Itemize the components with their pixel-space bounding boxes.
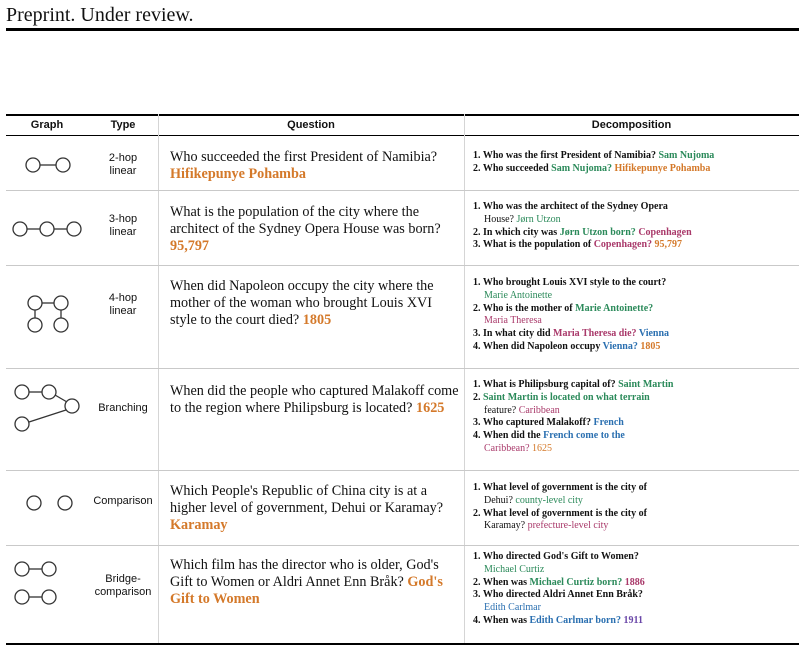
- col-divider-decomposition: [464, 114, 465, 643]
- step-segment: Caribbean?: [484, 442, 530, 454]
- preprint-header: Preprint. Under review.: [6, 4, 194, 26]
- step-segment: House?: [484, 213, 517, 225]
- step-segment: Copenhagen?: [593, 239, 653, 251]
- answer-text: 1625: [416, 400, 445, 416]
- header-bottom-rule: [6, 135, 799, 136]
- graph-bridge-comparison: [14, 558, 58, 608]
- decomposition-step: [473, 328, 795, 341]
- header-type: Type: [110, 119, 136, 131]
- decomposition-list: [473, 277, 795, 354]
- step-segment: Michael Curtiz: [484, 563, 545, 575]
- graph-comparison: [24, 494, 76, 512]
- row-rule: [6, 545, 799, 546]
- step-segment: Saint Martin: [618, 379, 674, 390]
- type-label: Branching: [98, 402, 148, 414]
- graph-4hop: [26, 292, 70, 336]
- decomposition-step: [473, 150, 795, 163]
- step-segment: 3. Who captured Malakoff?: [473, 417, 594, 429]
- step-segment: 1. Who was the architect of the Sydney Opera: [473, 201, 668, 212]
- graph-branching: [14, 382, 80, 434]
- question-text: When did the people who captured Malakoff come to the region where Philipsburg is located? 1625: [170, 383, 459, 416]
- decomposition-step: [473, 239, 795, 252]
- row-rule: [6, 190, 799, 191]
- header-graph: Graph: [30, 119, 64, 131]
- step-segment: Jørn Utzon: [516, 213, 561, 225]
- col-divider-question: [158, 114, 159, 643]
- decomposition-step-continuation: [473, 495, 795, 508]
- table-top-rule: [6, 114, 799, 116]
- step-segment: 2.: [473, 391, 483, 403]
- decomposition-list: [473, 379, 795, 456]
- step-segment: Michael Curtiz born?: [529, 576, 623, 588]
- step-segment: Jørn Utzon born?: [559, 226, 636, 238]
- step-segment: 2. In which city was: [473, 226, 560, 238]
- decomposition-step: [473, 577, 795, 590]
- step-segment: Marie Antoinette?: [575, 302, 654, 314]
- question-text: What is the population of the city where the architect of the Sydney Opera House was born? 95,797: [170, 204, 441, 254]
- step-segment: Sam Nujoma: [658, 150, 715, 161]
- decomposition-step: [473, 277, 795, 290]
- step-segment: feature?: [484, 404, 519, 416]
- header-question: Question: [287, 119, 335, 131]
- answer-text: 95,797: [170, 238, 210, 254]
- decomposition-list: [473, 150, 795, 176]
- step-segment: French come to the: [543, 430, 625, 442]
- step-segment: 4. When did the: [473, 430, 544, 442]
- decomposition-step-continuation: [473, 214, 795, 227]
- step-segment: 1. Who directed God's Gift to Women?: [473, 551, 639, 562]
- step-segment: 3. What is the population of: [473, 239, 594, 251]
- step-segment: Dehui?: [484, 494, 516, 506]
- question-text: Which People's Republic of China city is at a higher level of government, Dehui or Karamay? Karamay: [170, 483, 444, 533]
- decomposition-step: [473, 303, 795, 316]
- step-segment: 3. In what city did: [473, 328, 554, 340]
- decomposition-list: [473, 551, 795, 628]
- step-segment: 4. When was: [473, 614, 530, 626]
- step-segment: Edith Carlmar: [484, 602, 541, 614]
- decomposition-step: [473, 508, 795, 521]
- decomposition-step: [473, 417, 795, 430]
- decomposition-step: [473, 227, 795, 240]
- question-text: Which film has the director who is older, God's Gift to Women or Aldri Annet Enn Bråk? God's Gift to Women: [170, 557, 443, 607]
- row-rule: [6, 265, 799, 266]
- step-segment: county-level city: [515, 494, 583, 506]
- step-segment: French: [593, 417, 624, 429]
- graph-2hop: [24, 156, 72, 174]
- step-segment: 1625: [529, 442, 553, 454]
- decomposition-step-continuation: [473, 290, 795, 303]
- question-text: Who succeeded the first President of Namibia? Hifikepunye Pohamba: [170, 149, 438, 182]
- step-segment: Karamay?: [484, 520, 528, 532]
- step-segment: Vienna: [636, 328, 670, 340]
- type-label: 4-hop linear: [108, 292, 138, 317]
- step-segment: Hifikepunye Pohamba: [612, 162, 711, 174]
- question-text: When did Napoleon occupy the city where the mother of the woman who brought Louis XVI style to the court died? 1805: [170, 278, 434, 328]
- decomposition-step: [473, 392, 795, 405]
- decomposition-step: [473, 379, 795, 392]
- step-segment: 2. Who succeeded: [473, 162, 552, 174]
- step-segment: Marie Antoinette: [484, 289, 553, 301]
- step-segment: 1. What is Philipsburg capital of?: [473, 379, 619, 390]
- header-decomposition: Decomposition: [591, 119, 672, 131]
- row-rule: [6, 470, 799, 471]
- decomposition-step: [473, 201, 795, 214]
- step-segment: 1886: [622, 576, 645, 588]
- step-segment: 4. When did Napoleon occupy: [473, 340, 603, 352]
- decomposition-step: [473, 163, 795, 176]
- decomposition-step-continuation: [473, 405, 795, 418]
- step-segment: 1. Who was the first President of Namibia?: [473, 150, 659, 161]
- decomposition-step: [473, 615, 795, 628]
- step-segment: 2. What level of government is the city of: [473, 507, 647, 519]
- step-segment: 2. When was: [473, 576, 530, 588]
- table-bottom-rule: [6, 643, 799, 645]
- step-segment: Copenhagen: [635, 226, 692, 238]
- step-segment: 3. Who directed Aldri Annet Enn Bråk?: [473, 589, 643, 601]
- decomposition-step-continuation: [473, 315, 795, 328]
- step-segment: Caribbean: [518, 404, 560, 416]
- answer-text: Karamay: [170, 517, 228, 533]
- decomposition-step: [473, 341, 795, 354]
- step-segment: Maria Theresa die?: [553, 328, 637, 340]
- step-segment: prefecture-level city: [527, 520, 609, 532]
- step-segment: 1911: [621, 614, 643, 626]
- type-label: 3-hop linear: [108, 213, 138, 238]
- step-segment: 1. Who brought Louis XVI style to the court?: [473, 277, 667, 288]
- decomposition-step: [473, 430, 795, 443]
- row-rule: [6, 368, 799, 369]
- decomposition-step-continuation: [473, 602, 795, 615]
- step-segment: Vienna?: [602, 340, 638, 352]
- type-label: Comparison: [93, 495, 153, 507]
- step-segment: 1805: [637, 340, 661, 352]
- step-segment: 1. What level of government is the city of: [473, 482, 647, 493]
- step-segment: 2. Who is the mother of: [473, 302, 576, 314]
- decomposition-step: [473, 551, 795, 564]
- decomposition-list: [473, 482, 795, 533]
- graph-3hop: [12, 220, 82, 238]
- step-segment: Maria Theresa: [484, 315, 542, 327]
- decomposition-list: [473, 201, 795, 252]
- decomposition-step: [473, 482, 795, 495]
- step-segment: Edith Carlmar born?: [529, 614, 621, 626]
- answer-text: God's Gift to Women: [170, 574, 443, 607]
- decomposition-step-continuation: [473, 443, 795, 456]
- step-segment: Sam Nujoma?: [551, 162, 612, 174]
- type-label: Bridge- comparison: [94, 573, 152, 598]
- answer-text: 1805: [302, 312, 332, 328]
- decomposition-step: [473, 589, 795, 602]
- step-segment: Saint Martin is located on what terrain: [483, 391, 650, 403]
- step-segment: 95,797: [652, 239, 683, 251]
- decomposition-step-continuation: [473, 564, 795, 577]
- decomposition-step-continuation: [473, 520, 795, 533]
- header-rule: [6, 28, 799, 31]
- type-label: 2-hop linear: [108, 152, 138, 177]
- answer-text: Hifikepunye Pohamba: [170, 166, 306, 182]
